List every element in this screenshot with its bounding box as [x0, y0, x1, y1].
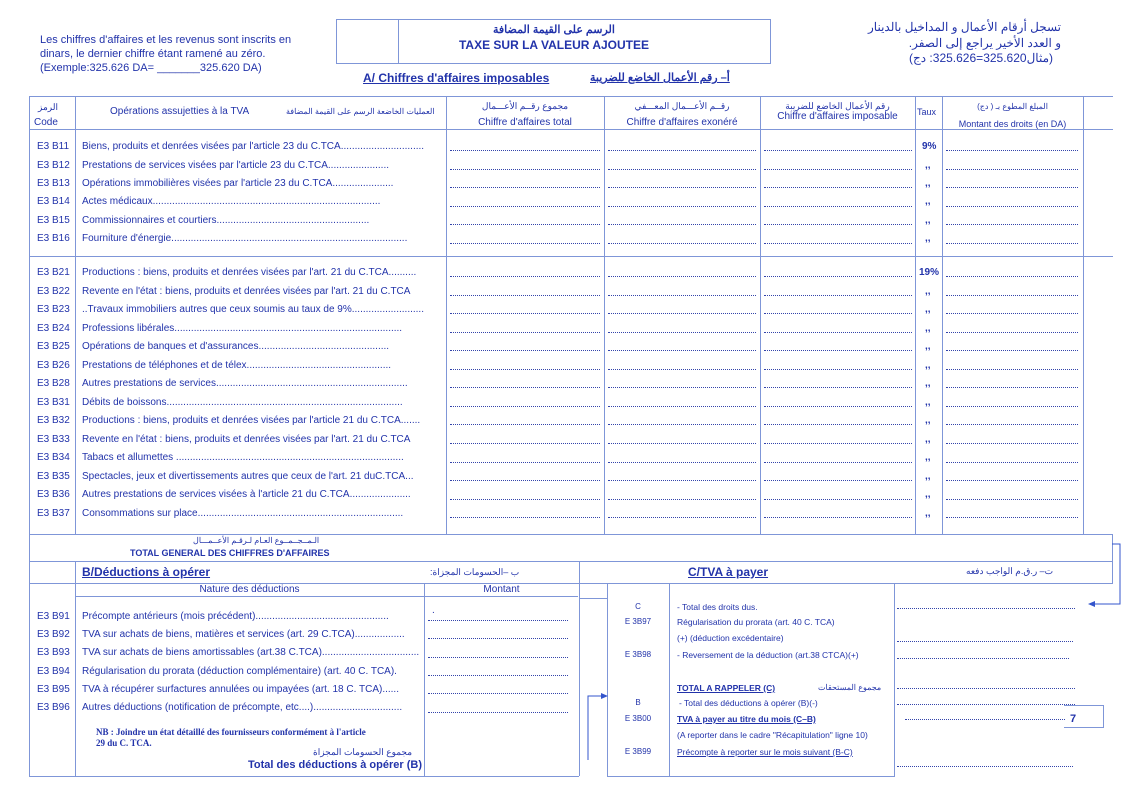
a-reporter: (A reporter dans le cadre "Récapitulation" ligne 10) [677, 730, 868, 740]
row-taux: ,, [925, 471, 931, 482]
section-a-title-arabic: أ– رقم الأعمال الخاضع للضريبة [590, 72, 730, 84]
row-code: E3 B25 [37, 341, 70, 352]
total-a-rappeler: TOTAL A RAPPELER (C) [677, 683, 776, 693]
row-taux: ,, [925, 196, 931, 207]
row-label: Productions : biens, produits et denrées visées par l'article 21 du C.TCA....... [82, 415, 421, 426]
row-label: Prestations de téléphones et de télex.................................................... [82, 360, 392, 371]
col-nature: Nature des déductions [199, 584, 300, 595]
row-code: E3 B21 [37, 267, 70, 278]
row-label: Commissionnaires et courtiers....................................................... [82, 215, 370, 226]
row-code: E3 B36 [37, 489, 70, 500]
total-deductions-fr: Total des déductions à opérer (B) [248, 759, 422, 771]
c-label: Régularisation du prorata (art. 40 C. TCA) [677, 617, 835, 627]
row-code: E3 B26 [37, 360, 70, 371]
deduction-code: E3 B95 [37, 684, 70, 695]
col-code-fr: Code [34, 117, 58, 128]
section-b-title: B/Déductions à opérer [82, 565, 211, 579]
row-label: Fourniture d'énergie..................................................................................... [82, 233, 408, 244]
c-code: C [635, 602, 641, 611]
row-code: E3 B11 [37, 141, 70, 152]
row-label: Consommations sur place.......................................................................... [82, 508, 404, 519]
row-taux: ,, [925, 378, 931, 389]
row-label: Productions : biens, produits et denrées visées par l'art. 21 du C.TCA.......... [82, 267, 417, 278]
row-label: Autres prestations de services visées à l'article 21 du C.TCA...................... [82, 489, 411, 500]
precompte-a-reporter: Précompte à reporter sur le mois suivant (B-C) [677, 747, 853, 757]
total-a-rappeler-ar: مجموع المستحقات [818, 683, 882, 692]
total-general-fr: TOTAL GENERAL DES CHIFFRES D'AFFAIRES [130, 548, 330, 558]
col-operations-fr: Opérations assujetties à la TVA [110, 106, 250, 117]
row-label: Autres prestations de services..................................................................... [82, 378, 408, 389]
row-label: Opérations de banques et d'assurances............................................... [82, 341, 390, 352]
section-b-title-arabic: ب –الحسومات المجزاة: [430, 567, 520, 577]
deduction-label: Précompte antérieurs (mois précédent)................................................ [82, 611, 389, 622]
total-general-ar: الـمــجــمــوع العـام لـرقـم الأعــمـــال [193, 536, 320, 545]
row-label: Revente en l'état : biens, produits et denrées visées par l'art. 21 du C.TCA [82, 286, 411, 297]
col-operations-ar: العمليات الخاضعة الرسم على القيمة المضافة [286, 107, 435, 116]
row-label: Spectacles, jeux et divertissements autres que ceux de l'art. 21 duC.TCA... [82, 471, 414, 482]
col-taux: Taux [917, 107, 937, 117]
row-taux: ,, [925, 452, 931, 463]
b-code: B [635, 698, 641, 707]
row-code: E3 B23 [37, 304, 70, 315]
col-montant: Montant [483, 584, 520, 595]
row-label: Tabacs et allumettes .................................................................................. [82, 452, 404, 463]
row-taux: ,, [925, 215, 931, 226]
col-ca-imposable-ar: رقم الأعمال الخاضع للضريبة [785, 101, 890, 111]
deduction-label: TVA à récupérer surfactures annulées ou impayées (art. 18 C. TCA)...... [82, 684, 399, 695]
row-label: Professions libérales.................................................................................. [82, 323, 403, 334]
col-ca-imposable-fr: Chiffre d'affaires imposable [777, 111, 898, 122]
row-taux: ,, [925, 397, 931, 408]
row-taux: ,, [925, 415, 931, 426]
row-taux: ,, [925, 178, 931, 189]
row-code: E3 B24 [37, 323, 70, 334]
section-c-title-arabic: ت– ر.ق.م الواجب دفعه [966, 566, 1054, 576]
deduction-code: E3 B91 [37, 611, 70, 622]
deduction-code: E3 B92 [37, 629, 70, 640]
deduction-code: E3 B93 [37, 647, 70, 658]
title-french: TAXE SUR LA VALEUR AJOUTEE [458, 38, 649, 52]
row-taux: ,, [925, 304, 931, 315]
row-taux: ,, [925, 233, 931, 244]
row-taux: 9% [922, 141, 937, 152]
row-label: Actes médicaux.................................................................................. [82, 196, 381, 207]
col-code-ar: الرمز [38, 102, 58, 112]
deduction-code: E3 B94 [37, 666, 70, 677]
title-arabic: الرسم على القيمة المضافة [493, 24, 615, 36]
header-note-line-1: Les chiffres d'affaires et les revenus sont inscrits en [40, 34, 292, 46]
line-number: 7 [1070, 713, 1077, 725]
c-label: (+) (déduction excédentaire) [677, 633, 784, 643]
nb-note-line-2: 29 du C. TCA. [96, 738, 152, 748]
e3b00-code: E 3B00 [624, 714, 652, 723]
row-label: Prestations de services visées par l'article 23 du C.TCA...................... [82, 160, 390, 171]
row-code: E3 B12 [37, 160, 70, 171]
c-code: E 3B97 [624, 617, 652, 626]
row-label: Débits de boissons..................................................................................... [82, 397, 403, 408]
row-taux: ,, [925, 323, 931, 334]
row-taux: ,, [925, 508, 931, 519]
row-code: E3 B35 [37, 471, 70, 482]
b-label: - Total des déductions à opérer (B)(-) [679, 698, 818, 708]
section-a-title: A/ Chiffres d'affaires imposables [363, 71, 550, 85]
row-code: E3 B34 [37, 452, 70, 463]
row-code: E3 B28 [37, 378, 70, 389]
row-taux: ,, [925, 360, 931, 371]
row-label: ..Travaux immobiliers autres que ceux soumis au taux de 9%.......................... [82, 304, 424, 315]
row-label: Biens, produits et denrées visées par l'article 23 du C.TCA.............................. [82, 141, 425, 152]
col-ca-total-fr: Chiffre d'affaires total [478, 117, 572, 128]
total-deductions-ar: مجموع الحسومات المجزاة [313, 747, 413, 757]
header-note-line-2: dinars, le dernier chiffre étant ramené au zéro. [40, 48, 266, 60]
row-code: E3 B13 [37, 178, 70, 189]
col-ca-exonere-fr: Chiffre d'affaires exonéré [626, 117, 738, 128]
row-taux: ,, [925, 160, 931, 171]
row-code: E3 B32 [37, 415, 70, 426]
e3b99-code: E 3B99 [624, 747, 652, 756]
row-code: E3 B31 [37, 397, 70, 408]
row-label: Opérations immobilières visées par l'article 23 du C.TCA...................... [82, 178, 394, 189]
deduction-label: Autres déductions (notification de précompte, etc....)................................ [82, 702, 403, 713]
row-taux: ,, [925, 286, 931, 297]
deduction-label: Régularisation du prorata (déduction complémentaire) (art. 40 C. TCA). [82, 666, 397, 677]
row-taux: ,, [925, 341, 931, 352]
tva-a-payer: TVA à payer au titre du mois (C–B) [677, 714, 816, 724]
deduction-label: TVA sur achats de biens amortissables (art.38 C.TCA)................................... [82, 647, 420, 658]
deduction-label: TVA sur achats de biens, matières et services (art. 29 C.TCA).................. [82, 629, 405, 640]
row-taux: ,, [925, 489, 931, 500]
col-montant-fr: Montant des droits (en DA) [958, 119, 1067, 129]
row-code: E3 B15 [37, 215, 70, 226]
row-code: E3 B16 [37, 233, 70, 244]
header-arabic-note-1: تسجل أرقام الأعمال و المداخيل بالدينار [868, 20, 1061, 34]
c-label: - Total des droits dus. [677, 602, 758, 612]
header-arabic-note-3: (مثال325.620=325.626: دج) [909, 51, 1053, 65]
row-code: E3 B22 [37, 286, 70, 297]
row-code: E3 B33 [37, 434, 70, 445]
row-label: Revente en l'état : biens, produits et denrées visées par l'art. 21 du C.TCA [82, 434, 411, 445]
header-arabic-note-2: و العدد الأخير يراجع إلى الصفر. [908, 36, 1061, 50]
row-code: E3 B14 [37, 196, 70, 207]
c-label: - Reversement de la déduction (art.38 CTCA)(+) [677, 650, 859, 660]
nb-note-line-1: NB : Joindre un état détaillé des fournisseurs conformément à l'article [96, 727, 366, 737]
col-montant-ar: المبلغ المطوع بـ ( دج) [977, 102, 1048, 111]
first-amount-mark: . [432, 605, 435, 616]
c-code: E 3B98 [624, 650, 652, 659]
row-taux: ,, [925, 434, 931, 445]
header-note-line-3: (Exemple:325.626 DA= _______325.620 DA) [40, 62, 262, 74]
col-ca-exonere-ar: رقــم الأعـــمال المعـــفي [634, 101, 730, 111]
row-taux: 19% [919, 267, 940, 278]
deduction-code: E3 B96 [37, 702, 70, 713]
row-code: E3 B37 [37, 508, 70, 519]
section-c-title: C/TVA à payer [688, 565, 769, 579]
col-ca-total-ar: مجموع رقــم الأعـــمال [481, 101, 569, 111]
